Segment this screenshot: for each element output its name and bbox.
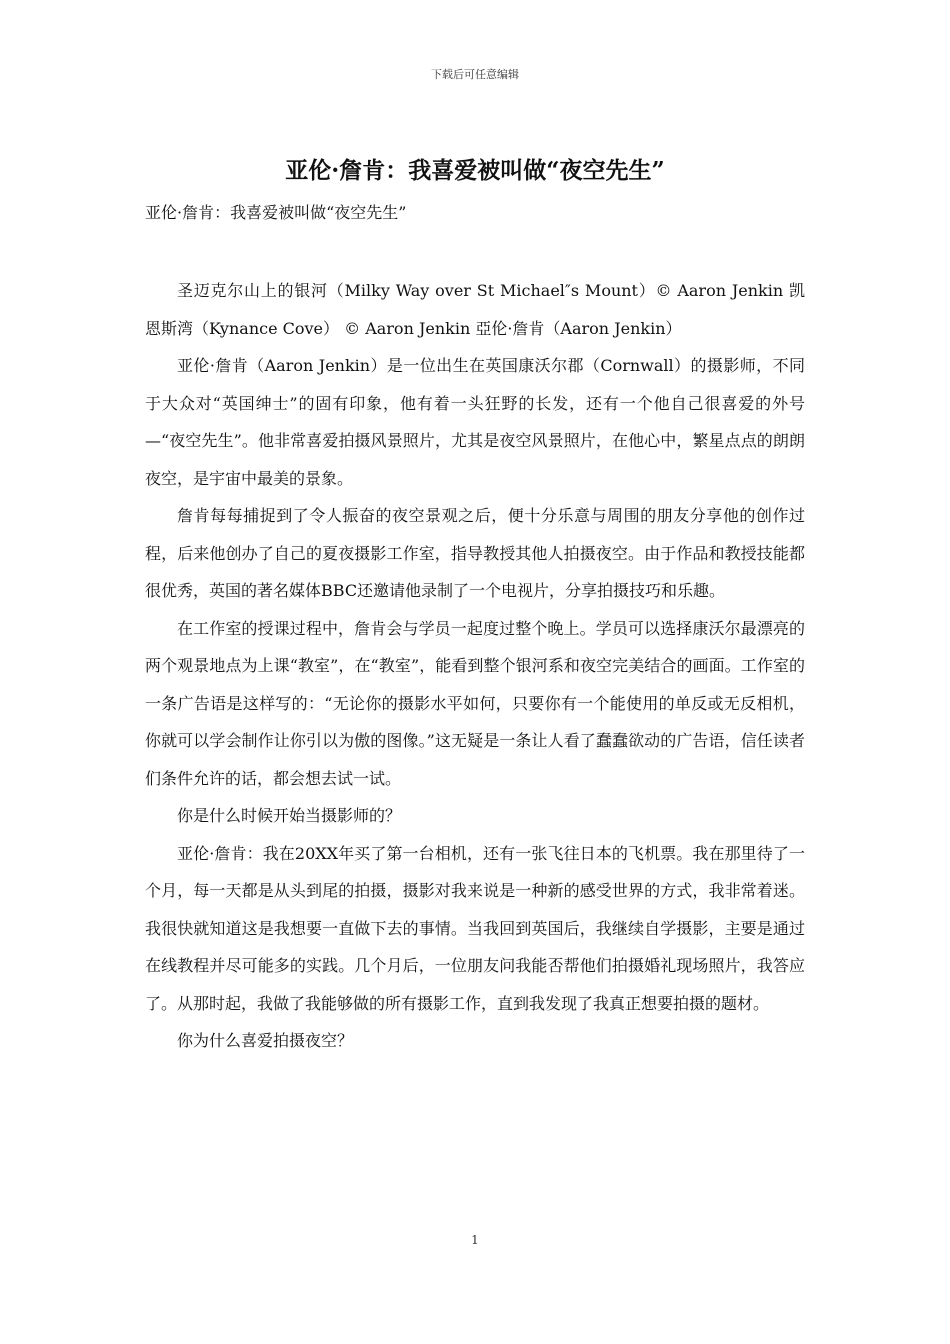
page-number: 1	[471, 1233, 479, 1247]
document-body	[145, 272, 805, 1060]
interview-answer-1: 亚伦·詹肯：我在20XX年买了第一台相机，还有一张飞往日本的飞机票。我在那里待了一个月，每一天都是从头到尾的拍摄，摄影对我来说是一种新的感受世界的方式，我非常着迷。我很快就知道这是我想要一直做下去的事情。当我回到英国后，我继续自学摄影，主要是通过在线教程并尽可能多的实践。几个月后，一位朋友问我能否帮他们拍摄婚礼现场照片，我答应了。从那时起，我做了我能够做的所有摄影工作，直到我发现了我真正想要拍摄的题材。	[145, 843, 805, 1013]
document-title: 亚伦·詹肯：我喜爱被叫做“夜空先生”	[285, 157, 665, 184]
page-header-note: 下载后可任意编辑	[431, 68, 519, 81]
document-subtitle: 亚伦·詹肯：我喜爱被叫做“夜空先生”	[145, 203, 407, 222]
paragraph-intro: 亚伦·詹肯（Aaron Jenkin）是一位出生在英国康沃尔郡（Cornwall）的摄影师，不同于大众对“英国绅士”的固有印象，他有着一头狂野的长发，还有一个他自己很喜爱的外号—“夜空先生”。他非常喜爱拍摄风景照片，尤其是夜空风景照片，在他心中，繁星点点的朗朗夜空，是宇宙中最美的景象。	[145, 356, 805, 488]
paragraph-photo-captions: 圣迈克尔山上的银河（Milky Way over St Michael″s Mount）© Aaron Jenkin 凯恩斯湾（Kynance Cove） © Aaron Jenkin 亞伦·詹肯（Aaron Jenkin）	[145, 281, 805, 338]
interview-question-2: 你为什么喜爱拍摄夜空？	[177, 1031, 354, 1050]
paragraph-workshop: 詹肯每每捕捉到了令人振奋的夜空景观之后，便十分乐意与周围的朋友分享他的创作过程，后来他创办了自己的夏夜摄影工作室，指导教授其他人拍摄夜空。由于作品和教授技能都很优秀，英国的著名媒体BBC还邀请他录制了一个电视片，分享拍摄技巧和乐趣。	[145, 506, 805, 600]
paragraph-classroom: 在工作室的授课过程中，詹肯会与学员一起度过整个晚上。学员可以选择康沃尔最漂亮的两个观景地点为上课“教室”，在“教室”，能看到整个银河系和夜空完美结合的画面。工作室的一条广告语是这样写的：“无论你的摄影水平如何，只要你有一个能使用的单反或无反相机，你就可以学会制作让你引以为傲的图像。”这无疑是一条让人看了蠢蠢欲动的广告语，信任读者们条件允许的话，都会想去试一试。	[145, 618, 805, 788]
interview-question-1: 你是什么时候开始当摄影师的？	[177, 806, 402, 825]
